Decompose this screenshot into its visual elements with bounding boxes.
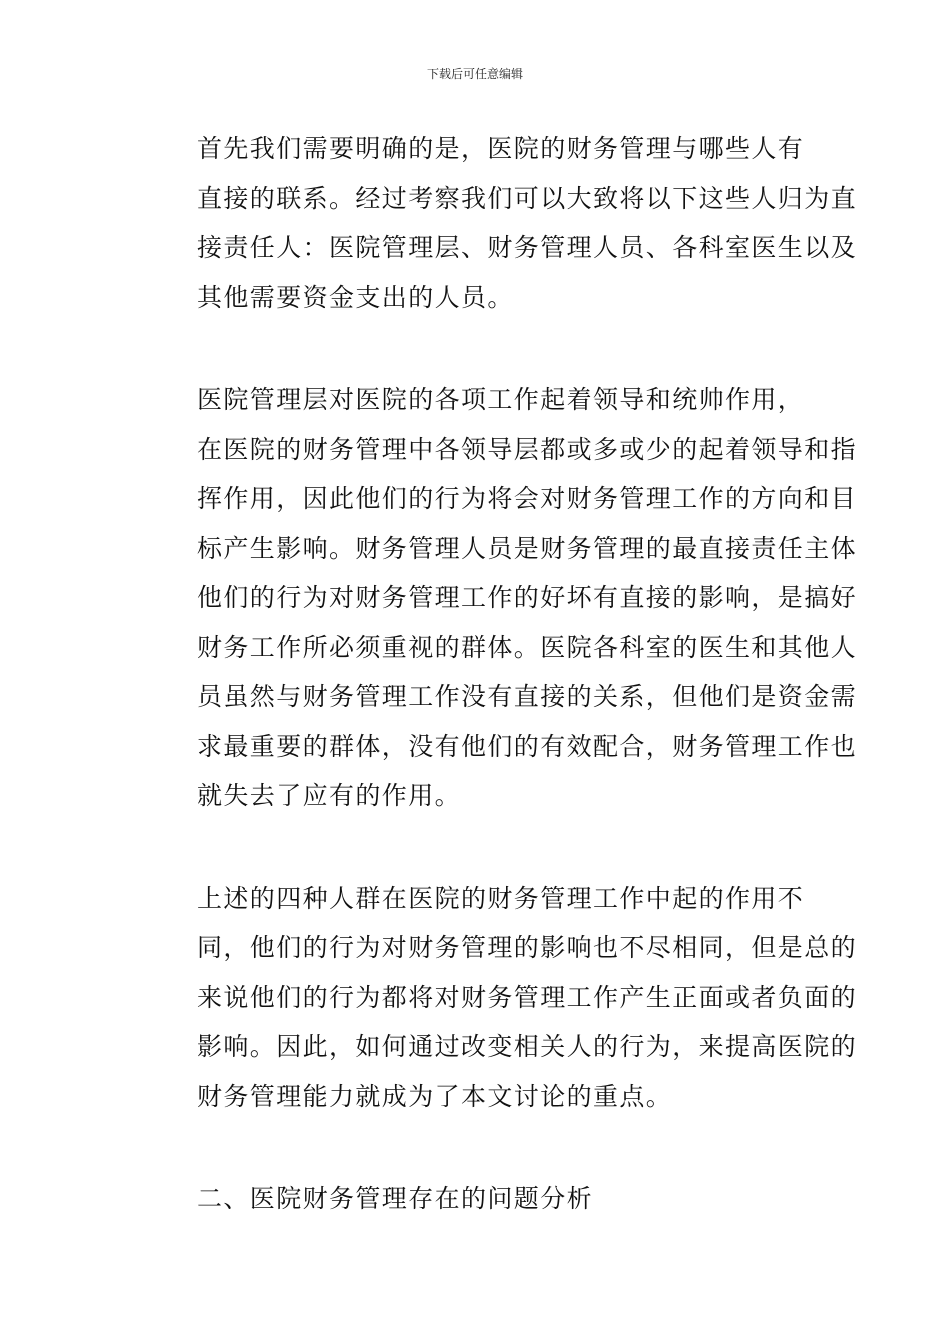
text-line: 在医院的财务管理中各领导层都或多或少的起着领导和指 [197,434,858,464]
text-line: 标产生影响。财务管理人员是财务管理的最直接责任主体 [197,533,858,563]
text-line: 挥作用，因此他们的行为将会对财务管理工作的方向和目 [197,484,858,513]
text-line: 其他需要资金支出的人员。 [197,282,514,312]
text-line: 财务管理能力就成为了本文讨论的重点。 [197,1081,673,1111]
paragraph-summary [145,874,858,1122]
paragraph-spacer [145,821,807,874]
section-heading [145,1174,807,1224]
text-line: 求最重要的群体，没有他们的有效配合，财务管理工作也 [197,731,858,761]
text-line: 直接的联系。经过考察我们可以大致将以下这些人归为直 [197,183,858,213]
text-line: 财务工作所必须重视的群体。医院各科室的医生和其他人 [197,632,858,662]
text-line: 首先我们需要明确的是，医院的财务管理与哪些人有 [197,134,805,163]
text-line: 接责任人：医院管理层、财务管理人员、各科室医生以及 [197,233,858,262]
text-line: 员虽然与财务管理工作没有直接的关系，但他们是资金需 [197,682,858,711]
section-heading-text: 二、医院财务管理存在的问题分析 [197,1184,594,1213]
text-line: 上述的四种人群在医院的财务管理工作中起的作用不 [197,883,805,913]
text-line: 来说他们的行为都将对财务管理工作产生正面或者负面的 [197,982,858,1012]
text-line: 他们的行为对财务管理工作的好坏有直接的影响，是搞好 [197,583,858,612]
page-header-note: 下载后可任意编辑 [426,67,523,81]
text-line: 同，他们的行为对财务管理的影响也不尽相同，但是总的 [197,933,858,962]
paragraph-roles [145,375,858,821]
paragraph-spacer [145,1121,807,1174]
paragraph-responsible-parties [145,124,858,322]
text-line: 医院管理层对医院的各项工作起着领导和统帅作用， [197,385,805,414]
document-body [145,124,858,1224]
paragraph-spacer [145,322,807,375]
text-line: 影响。因此，如何通过改变相关人的行为，来提高医院的 [197,1032,858,1061]
text-line: 就失去了应有的作用。 [197,781,462,810]
